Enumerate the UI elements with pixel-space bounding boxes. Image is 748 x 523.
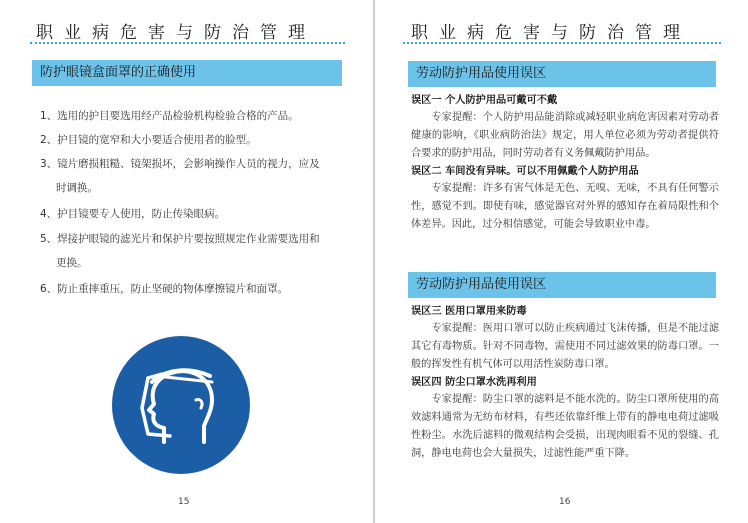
right-page (375, 0, 748, 523)
misconception-text: 专家提醒：防尘口罩的滤料是不能水洗的。防尘口罩所使用的高效滤料通常为无纺布材料，有些还依靠纤维上带有的静电电荷过滤吸性粉尘。水洗后滤料的微观结构会受损，出现肉眼看不见的裂缝、孔洞，静电电荷也会大量损失，过滤性能严重下降。 (411, 393, 719, 460)
misconception-heading: 误区二 车间没有异味。可以不用佩戴个人防护用品 (411, 165, 639, 177)
page-number: 16 (559, 497, 571, 507)
list-item: 5、焊接护眼镜的滤光片和保护片要按照规定作业需要选用和 (40, 233, 320, 245)
list-item: 4、护目镜要专人使用，防止传染眼病。 (40, 208, 226, 220)
section-body-1 (411, 93, 719, 234)
section-title: 劳动防护用品使用误区 (408, 61, 716, 87)
misconception-text: 专家提醒：许多有害气体是无色、无嗅、无味，不具有任何警示性，感觉不到。即使有味，感觉器官对外界的感知存在着局限性和个体差异。因此，过分相信感觉，可能会导致职业中毒。 (411, 182, 719, 231)
section-body-2 (411, 304, 719, 463)
page-number: 15 (178, 497, 190, 507)
list-item-continuation: 时调换。 (56, 182, 98, 194)
misconception-text: 专家提醒：个人防护用品能消除或减轻职业病危害因素对劳动者健康的影响，《职业病防治法》规定，用人单位必须为劳动者提供符合要求的防护用品，同时劳动者有义务佩戴防护用品。 (411, 112, 719, 160)
header-divider (30, 42, 345, 44)
section-title: 防护眼镜盒面罩的正确使用 (32, 60, 342, 86)
misconception-heading: 误区一 个人防护用品可戴可不戴 (411, 95, 558, 106)
misconception-text: 专家提醒：医用口罩可以防止疾病通过飞沫传播，但是不能过滤其它有毒物质。针对不同毒物，需使用不同过滤效果的防毒口罩。一般的挥发性有机气体可以用活性炭防毒口罩。 (411, 323, 719, 371)
list-item-continuation: 更换。 (56, 257, 88, 269)
list-item: 1、选用的护目要选用经产品检验机构检验合格的产品。 (40, 110, 299, 122)
face-shield-sign-icon (112, 336, 250, 474)
page-header: 职业病危害与防治管理 (411, 23, 691, 43)
list-item: 3、镜片磨损粗糙、镜架损坏，会影响操作人员的视力，应及 (40, 158, 320, 170)
header-divider (403, 42, 721, 44)
misconception-heading: 误区四 防尘口罩水洗再利用 (411, 376, 537, 388)
misconception-heading: 误区三 医用口罩用来防毒 (411, 306, 527, 317)
section-title: 劳动防护用品使用误区 (408, 272, 716, 298)
list-item: 6、防止重摔重压，防止坚硬的物体摩擦镜片和面罩。 (40, 283, 289, 295)
list-item: 2、护目镜的宽窄和大小要适合使用者的脸型。 (40, 134, 257, 146)
page-header: 职业病危害与防治管理 (36, 23, 316, 43)
